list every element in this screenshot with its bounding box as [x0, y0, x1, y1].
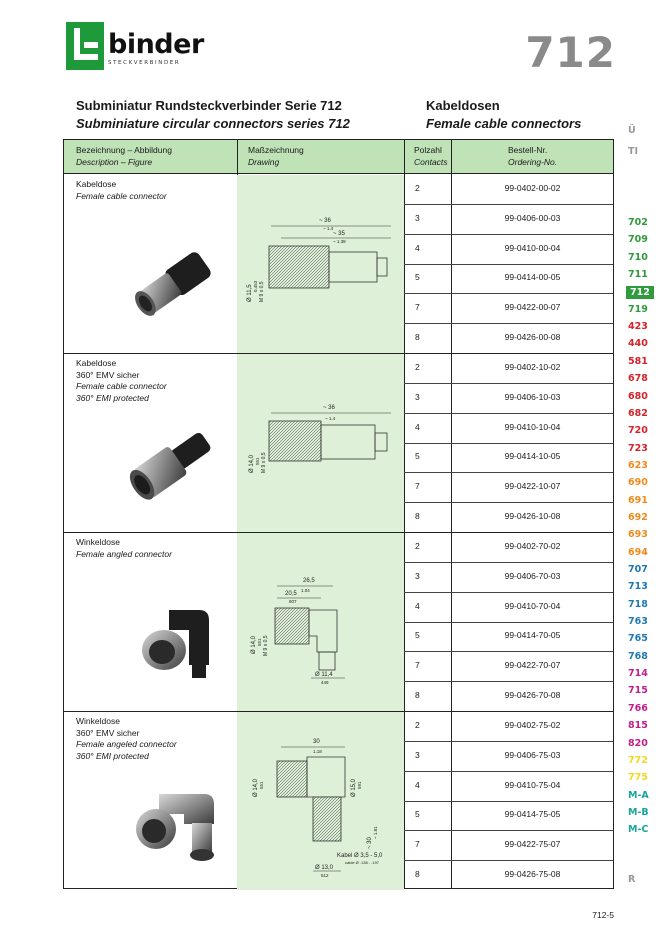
brand-subtitle: STECKVERBINDER — [108, 60, 181, 66]
svg-text:551: 551 — [255, 457, 260, 465]
series-index-link[interactable]: 692 — [628, 511, 648, 523]
product-description — [76, 716, 177, 762]
svg-text:Ø 11,5: Ø 11,5 — [247, 284, 253, 302]
description-line: 360° EMV sicher — [76, 727, 140, 738]
column-header: Bestell-Nr. Ordering-No. — [508, 145, 558, 167]
title-en: Subminiature circular connectors series 712 — [76, 116, 350, 131]
group-divider — [64, 353, 613, 354]
product-description — [76, 358, 167, 404]
series-index-link[interactable]: 711 — [628, 269, 648, 281]
product-description — [76, 179, 167, 202]
series-index-link[interactable]: 714 — [628, 668, 648, 680]
series-index-link[interactable]: Ü — [628, 125, 636, 136]
contacts-cell: 2 — [415, 540, 420, 551]
ordering-number-cell: 99-0414-75-05 — [504, 809, 561, 820]
row-divider — [404, 323, 613, 324]
contacts-cell: 4 — [415, 421, 420, 432]
description-line: Kabeldose — [76, 179, 117, 189]
svg-text:1.18: 1.18 — [313, 749, 322, 754]
row-divider — [404, 264, 613, 265]
brand-name: binder — [108, 29, 204, 60]
series-index-link[interactable]: 623 — [628, 459, 648, 471]
description-line: 360° EMV sicher — [76, 369, 140, 380]
contacts-cell: 2 — [415, 361, 420, 372]
row-divider — [404, 771, 613, 772]
product-description — [76, 537, 172, 560]
svg-text:cable Ø .138 - .197: cable Ø .138 - .197 — [345, 860, 380, 865]
description-line: Kabeldose — [76, 358, 117, 368]
svg-text:Ø 14,0: Ø 14,0 — [249, 454, 255, 473]
row-divider — [404, 413, 613, 414]
ordering-number-cell: 99-0426-70-08 — [504, 690, 561, 701]
ordering-number-cell: 99-0406-70-03 — [504, 570, 561, 581]
description-line: Female angled connector — [76, 548, 172, 559]
svg-text:~ 1.38: ~ 1.38 — [333, 239, 346, 244]
contacts-cell: 5 — [415, 451, 420, 462]
ordering-number-cell: 99-0426-10-08 — [504, 511, 561, 522]
svg-text:Ø 14,0: Ø 14,0 — [253, 778, 259, 797]
svg-text:26,5: 26,5 — [303, 578, 315, 584]
ordering-number-cell: 99-0406-75-03 — [504, 749, 561, 760]
svg-text:449: 449 — [321, 680, 329, 685]
group-divider — [64, 532, 613, 533]
series-index-link[interactable]: 712 — [626, 286, 654, 299]
row-divider — [404, 681, 613, 682]
description-line: 360° EMI protected — [76, 750, 149, 761]
svg-text:512: 512 — [321, 873, 329, 878]
column-header: Maßzeichnung Drawing — [248, 145, 304, 167]
series-index-link[interactable]: 693 — [628, 529, 648, 541]
svg-text:~ 35: ~ 35 — [333, 231, 345, 237]
contacts-cell: 4 — [415, 779, 420, 790]
series-index-link[interactable]: 581 — [628, 355, 648, 367]
contacts-cell: 3 — [415, 749, 420, 760]
ordering-number-cell: 99-0406-10-03 — [504, 391, 561, 402]
category-title — [426, 97, 581, 133]
description-line: Winkeldose — [76, 537, 120, 547]
row-divider — [404, 622, 613, 623]
series-index-link[interactable]: 694 — [628, 546, 648, 558]
svg-text:~ 30: ~ 30 — [367, 837, 373, 849]
connector-photo — [114, 590, 234, 700]
series-index-link[interactable]: 680 — [628, 390, 648, 402]
series-index-link[interactable]: M-A — [628, 789, 649, 801]
svg-text:~ 1.4: ~ 1.4 — [325, 416, 336, 421]
title-de: Subminiatur Rundsteckverbinder Serie 712 — [76, 98, 342, 113]
description-line: 360° EMI protected — [76, 392, 149, 403]
svg-text:~ 36: ~ 36 — [323, 405, 335, 411]
svg-text:Ø 15,0: Ø 15,0 — [351, 778, 357, 797]
svg-text:551: 551 — [257, 638, 262, 646]
contacts-cell: 8 — [415, 511, 420, 522]
series-index-link[interactable]: 423 — [628, 321, 648, 333]
series-index-link[interactable]: 719 — [628, 303, 648, 315]
binder-logo-mark — [66, 22, 104, 70]
binder-logo — [66, 22, 204, 70]
ordering-number-cell: 99-0410-70-04 — [504, 600, 561, 611]
ordering-number-cell: 99-0402-70-02 — [504, 540, 561, 551]
ordering-number-cell: 99-0426-75-08 — [504, 869, 561, 880]
contacts-cell: 4 — [415, 242, 420, 253]
series-index-link[interactable]: 775 — [628, 772, 648, 784]
series-index-link[interactable]: 678 — [628, 373, 648, 385]
contacts-cell: 5 — [415, 809, 420, 820]
svg-text:807: 807 — [289, 599, 297, 604]
svg-text:1.04: 1.04 — [301, 588, 310, 593]
ordering-number-cell: 99-0410-00-04 — [504, 242, 561, 253]
description-line: Female cable connector — [76, 190, 167, 201]
column-header: Polzahl Contacts — [414, 145, 448, 167]
table-header — [64, 140, 613, 174]
svg-text:M 9 x 0,5: M 9 x 0,5 — [263, 635, 269, 656]
series-index-link[interactable]: 709 — [628, 234, 648, 246]
connector-photo — [114, 232, 234, 342]
svg-text:Ø 11,4: Ø 11,4 — [315, 672, 333, 678]
svg-text:M 9 x 0,5: M 9 x 0,5 — [261, 452, 267, 473]
description-line: Female angeled connector — [76, 739, 177, 749]
category-en: Female cable connectors — [426, 116, 582, 131]
ordering-number-cell: 99-0402-10-02 — [504, 361, 561, 372]
svg-text:~ 1.81: ~ 1.81 — [373, 826, 378, 839]
description-line: Winkeldose — [76, 716, 120, 726]
series-index-link[interactable]: 820 — [628, 737, 648, 749]
row-divider — [404, 562, 613, 563]
ordering-number-cell: 99-0414-00-05 — [504, 272, 561, 283]
dimension-drawing — [241, 552, 401, 702]
series-index-link[interactable]: 766 — [628, 702, 648, 714]
series-index-link[interactable]: 682 — [628, 407, 648, 419]
series-index-link[interactable]: 702 — [628, 217, 648, 228]
contacts-cell: 5 — [415, 630, 420, 641]
row-divider — [404, 234, 613, 235]
row-divider — [404, 651, 613, 652]
svg-text:0.453: 0.453 — [253, 280, 258, 292]
row-divider — [404, 502, 613, 503]
contacts-cell: 8 — [415, 332, 420, 343]
svg-text:Ø 14,0: Ø 14,0 — [251, 635, 257, 654]
row-divider — [404, 830, 613, 831]
row-divider — [404, 741, 613, 742]
series-index-link[interactable]: 763 — [628, 616, 648, 628]
row-divider — [404, 860, 613, 861]
row-divider — [404, 443, 613, 444]
ordering-number-cell: 99-0410-75-04 — [504, 779, 561, 790]
dimension-drawing — [241, 373, 401, 523]
page-number: 712-5 — [592, 910, 614, 920]
contacts-cell: 7 — [415, 302, 420, 313]
contacts-cell: 7 — [415, 839, 420, 850]
ordering-number-cell: 99-0406-00-03 — [504, 212, 561, 223]
contacts-cell: 7 — [415, 660, 420, 671]
series-index-link[interactable]: 690 — [628, 477, 648, 489]
series-index-link[interactable]: 723 — [628, 442, 648, 454]
description-line: Female cable connector — [76, 381, 167, 391]
series-index-link[interactable]: 720 — [628, 425, 648, 437]
ordering-number-cell: 99-0426-00-08 — [504, 332, 561, 343]
svg-text:20,5: 20,5 — [285, 591, 297, 597]
row-divider — [404, 472, 613, 473]
contacts-cell: 3 — [415, 391, 420, 402]
series-index-link[interactable]: M-B — [628, 806, 649, 818]
ordering-number-cell: 99-0422-10-07 — [504, 481, 561, 492]
ordering-number-cell: 99-0422-70-07 — [504, 660, 561, 671]
contacts-cell: 4 — [415, 600, 420, 611]
dimension-drawing — [241, 731, 401, 881]
svg-text:551: 551 — [259, 781, 264, 789]
row-divider — [404, 592, 613, 593]
series-index-link[interactable]: 715 — [628, 685, 648, 697]
product-table — [63, 139, 614, 889]
series-index-link[interactable]: 765 — [628, 633, 648, 645]
ordering-number-cell: 99-0414-10-05 — [504, 451, 561, 462]
series-index-link[interactable]: 718 — [628, 598, 648, 610]
series-index-link[interactable]: 713 — [628, 581, 648, 593]
contacts-cell: 8 — [415, 690, 420, 701]
series-index-link[interactable]: M-C — [628, 824, 649, 836]
series-index-link[interactable]: 768 — [628, 650, 648, 662]
series-index-link[interactable]: 691 — [628, 494, 648, 506]
contacts-cell: 8 — [415, 869, 420, 880]
group-divider — [64, 711, 613, 712]
page-title — [76, 97, 350, 133]
svg-text:M 9 x 0,5: M 9 x 0,5 — [259, 281, 265, 302]
contacts-cell: 3 — [415, 570, 420, 581]
ordering-number-cell: 99-0422-75-07 — [504, 839, 561, 850]
series-index-link[interactable]: TI — [628, 146, 639, 157]
ordering-number-cell: 99-0410-10-04 — [504, 421, 561, 432]
contacts-cell: 2 — [415, 719, 420, 730]
row-divider — [404, 383, 613, 384]
contacts-cell: 5 — [415, 272, 420, 283]
contacts-cell: 3 — [415, 212, 420, 223]
column-header: Bezeichnung – Abbildung Description – Figure — [76, 145, 172, 167]
series-index-link[interactable]: 815 — [628, 720, 648, 732]
column-divider — [404, 140, 405, 888]
series-index-link[interactable]: 710 — [628, 251, 648, 263]
category-de: Kabeldosen — [426, 98, 500, 113]
svg-text:Kabel Ø 3,5 - 5,0: Kabel Ø 3,5 - 5,0 — [337, 853, 383, 859]
svg-text:Ø 13,0: Ø 13,0 — [315, 865, 334, 871]
ordering-number-cell: 99-0422-00-07 — [504, 302, 561, 313]
svg-text:591: 591 — [357, 781, 362, 789]
series-index-link[interactable]: R — [628, 874, 636, 885]
svg-text:~ 36: ~ 36 — [319, 218, 331, 224]
ordering-number-cell: 99-0414-70-05 — [504, 630, 561, 641]
dimension-drawing — [241, 194, 401, 344]
series-index-link[interactable]: 772 — [628, 754, 648, 766]
contacts-cell: 7 — [415, 481, 420, 492]
series-index-link[interactable]: 440 — [628, 338, 648, 350]
row-divider — [404, 293, 613, 294]
contacts-cell: 2 — [415, 182, 420, 193]
row-divider — [404, 801, 613, 802]
ordering-number-cell: 99-0402-75-02 — [504, 719, 561, 730]
series-index-link[interactable]: 707 — [628, 564, 648, 575]
connector-photo — [114, 411, 234, 521]
ordering-number-cell: 99-0402-00-02 — [504, 182, 561, 193]
svg-text:30: 30 — [313, 739, 320, 745]
row-divider — [404, 204, 613, 205]
connector-photo — [114, 769, 234, 879]
svg-text:~ 1.4: ~ 1.4 — [323, 226, 334, 231]
series-number: 712 — [525, 28, 616, 77]
